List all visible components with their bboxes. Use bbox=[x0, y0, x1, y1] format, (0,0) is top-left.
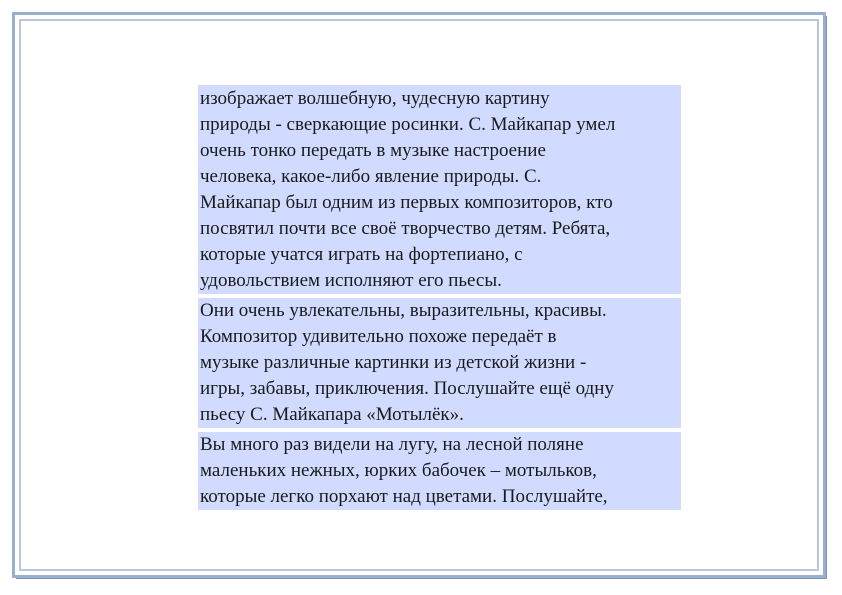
text-block bbox=[198, 85, 681, 510]
paragraph-3: Вы много раз видели на лугу, на лесной поляне маленьких нежных, юрких бабочек – мотыльков, которые легко порхают над цветами. Послушайте, bbox=[198, 432, 681, 510]
paragraph-2: Они очень увлекательны, выразительны, красивы. Композитор удивительно похоже передаёт в музыке различные картинки из детской жизни - игры, забавы, приключения. Послушайте ещё одну пьесу С. Майкапара «Мотылёк». bbox=[198, 298, 681, 428]
paragraph-1: изображает волшебную, чудесную картину природы - сверкающие росинки. С. Майкапар умел очень тонко передать в музыке настроение человека, какое-либо явление природы. С. Майкапар был одним из первых композиторов, кто посвятил почти все своё творчество детям. Ребята, которые учатся играть на фортепиано, с удовольствием исполняют его пьесы. bbox=[198, 85, 681, 294]
